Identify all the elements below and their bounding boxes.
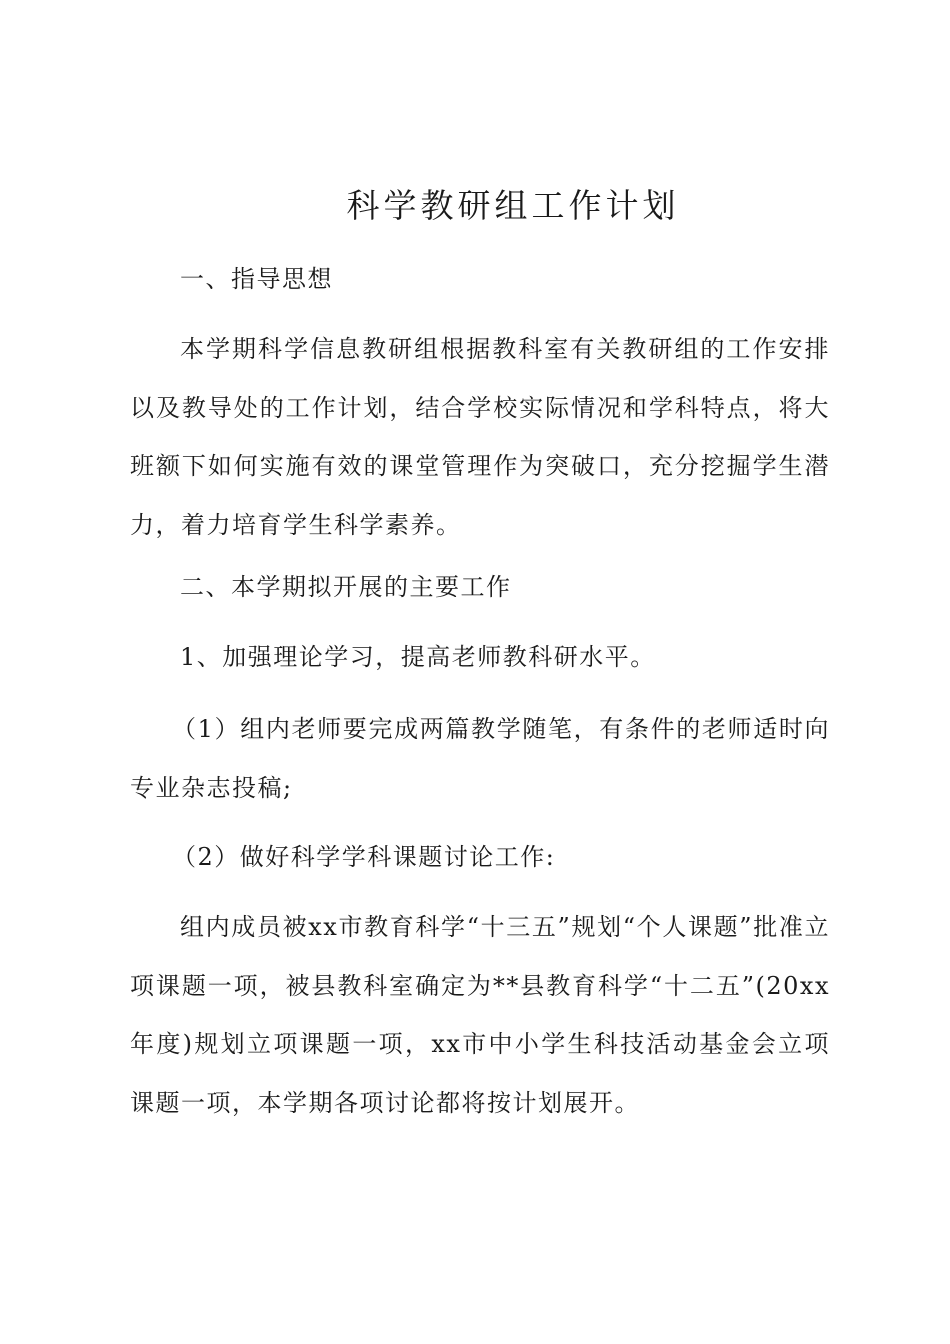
document-title: 科学教研组工作计划 bbox=[346, 186, 680, 225]
section-heading-guiding-ideology: 一、指导思想 bbox=[180, 265, 333, 293]
item-1-subitem-2: （2）做好科学学科课题讨论工作: bbox=[172, 843, 556, 871]
guiding-ideology-paragraph: 本学期科学信息教研组根据教科室有关教研组的工作安排以及教导处的工作计划，结合学校实际情况和学科特点，将大班额下如何实施有效的课堂管理作为突破口，充分挖掘学生潜力，着力培育学生科学素养。 bbox=[130, 335, 830, 539]
item-1-heading: 1、加强理论学习，提高老师教科研水平。 bbox=[180, 643, 656, 671]
section-heading-main-work: 二、本学期拟开展的主要工作 bbox=[180, 573, 512, 601]
research-projects-paragraph: 组内成员被xx市教育科学“十三五”规划“个人课题”批准立项课题一项，被县教科室确定为**县教育科学“十二五”(20xx年度)规划立项课题一项，xx市中小学生科技活动基金会立项课题一项，本学期各项讨论都将按计划展开。 bbox=[130, 913, 830, 1117]
item-1-subitem-1: （1）组内老师要完成两篇教学随笔，有条件的老师适时向专业杂志投稿; bbox=[130, 715, 830, 802]
